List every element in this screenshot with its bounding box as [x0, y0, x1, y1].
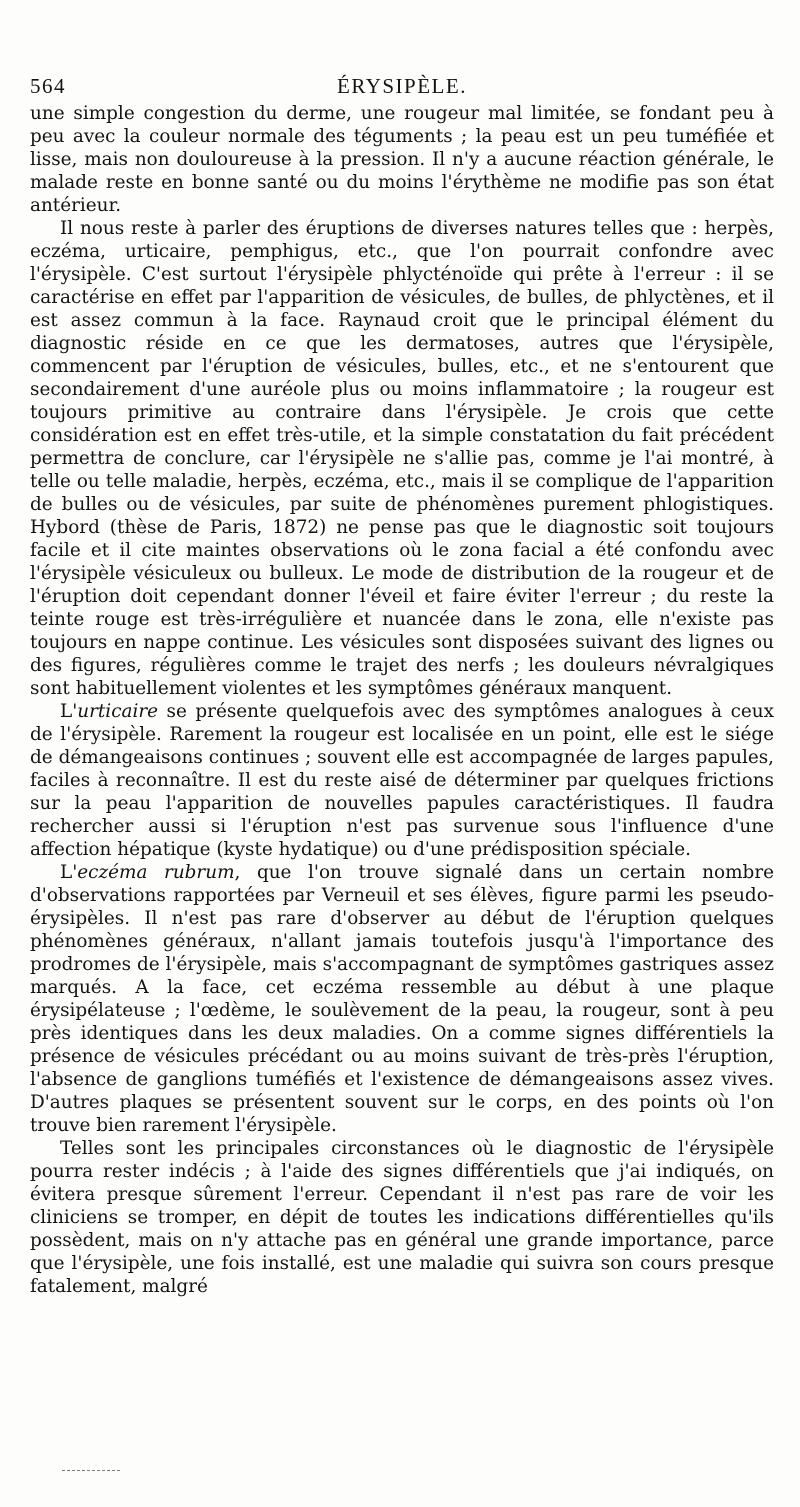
page-header — [30, 74, 774, 102]
running-title: ÉRYSIPÈLE. — [337, 74, 467, 98]
italic-term: eczéma rubrum — [77, 862, 235, 883]
italic-term: urticaire — [77, 701, 159, 722]
text-run: une simple congestion du derme, une rougeur mal limitée, se fondant peu à peu avec la couleur normale des téguments ; la peau est un peu tuméfiée et lisse, mais non douloureuse à la pression. Il n'y a aucune réaction générale, le malade reste en bonne santé ou du moins l'érythème ne modifie pas son état antérieur. — [30, 103, 774, 216]
footer-rule — [62, 1470, 120, 1471]
text-run: L' — [60, 701, 78, 722]
paragraph — [30, 217, 774, 700]
paragraph — [30, 102, 774, 217]
text-run: , que l'on trouve signalé dans un certain nombre d'observations rapportées par Verneuil et ses élèves, figure parmi les pseudo-érysipèles. Il n'est pas rare d'observer au début de l'éruption quelques phénomènes généraux, n'allant jamais toutefois jusqu'à l'importance des prodromes de l'érysipèle, mais s'accompagnant de symptômes gastriques assez marqués. A la face, cet eczéma ressemble au début à une plaque érysipélateuse ; l'œdème, le soulèvement de la peau, la rougeur, sont à peu près identiques dans les deux maladies. On a comme signes différentiels la présence de vésicules précédant ou au moins suivant de très-près l'éruption, l'absence de ganglions tuméfiés et l'existence de démangeaisons assez vives. D'autres plaques se présentent souvent sur le corps, en des points où l'on trouve bien rarement l'érysipèle. — [30, 862, 774, 1136]
paragraph — [30, 1137, 774, 1298]
paragraph — [30, 700, 774, 861]
text-run: se présente quelquefois avec des symptômes analogues à ceux de l'érysipèle. Rarement la rougeur est localisée en un point, elle est le siége de démangeaisons continues ; souvent elle est accompagnée de larges papules, faciles à reconnaître. Il est du reste aisé de déterminer par quelques frictions sur la peau l'apparition de nouvelles papules caractéristiques. Il faudra rechercher aussi si l'éruption n'est pas survenue sous l'influence d'une affection hépatique (kyste hydatique) ou d'une prédisposition spéciale. — [30, 701, 774, 860]
text-run: Il nous reste à parler des éruptions de diverses natures telles que : herpès, eczéma, urticaire, pemphigus, etc., que l'on pourrait confondre avec l'érysipèle. C'est surtout l'érysipèle phlycténoïde qui prête à l'erreur : il se caractérise en effet par l'apparition de vésicules, de bulles, de phlyctènes, et il est assez commun à la face. Raynaud croit que le principal élément du diagnostic réside en ce que les dermatoses, autres que l'érysipèle, commencent par l'éruption de vésicules, bulles, etc., et ne s'entourent que secondairement d'une auréole plus ou moins inflammatoire ; la rougeur est toujours primitive au contraire dans l'érysipèle. Je crois que cette considération est en effet très-utile, et la simple constatation du fait précédent permettra de conclure, car l'érysipèle ne s'allie pas, comme je l'ai montré, à telle ou telle maladie, herpès, eczéma, etc., mais il se complique de l'apparition de bulles ou de vésicules, par suite de phénomènes purement phlogistiques. Hybord (thèse de Paris, 1872) ne pense pas que le diagnostic soit toujours facile et il cite maintes observations où le zona facial a été confondu avec l'érysipèle vésiculeux ou bulleux. Le mode de distribution de la rougeur et de l'éruption doit cependant donner l'éveil et faire éviter l'erreur ; du reste la teinte rouge est très-irrégulière et nuancée dans le zona, elle n'existe pas toujours en nappe continue. Les vésicules sont disposées suivant des lignes ou des figures, régulières comme le trajet des nerfs ; les douleurs névralgiques sont habituellement violentes et les symptômes généraux manquent. — [30, 218, 774, 699]
text-run: Telles sont les principales circonstances où le diagnostic de l'érysipèle pourra rester indécis ; à l'aide des signes différentiels que j'ai indiqués, on évitera presque sûrement l'erreur. Cependant il n'est pas rare de voir les cliniciens se tromper, en dépit de toutes les indications différentielles qu'ils possèdent, mais on n'y attache pas en général une grande importance, parce que l'érysipèle, une fois installé, est une maladie qui suivra son cours presque fatalement, malgré — [30, 1138, 774, 1297]
page-body — [30, 102, 774, 1298]
page-number: 564 — [30, 74, 66, 98]
paragraph — [30, 861, 774, 1137]
text-run: L' — [60, 862, 78, 883]
book-page — [30, 74, 774, 1298]
